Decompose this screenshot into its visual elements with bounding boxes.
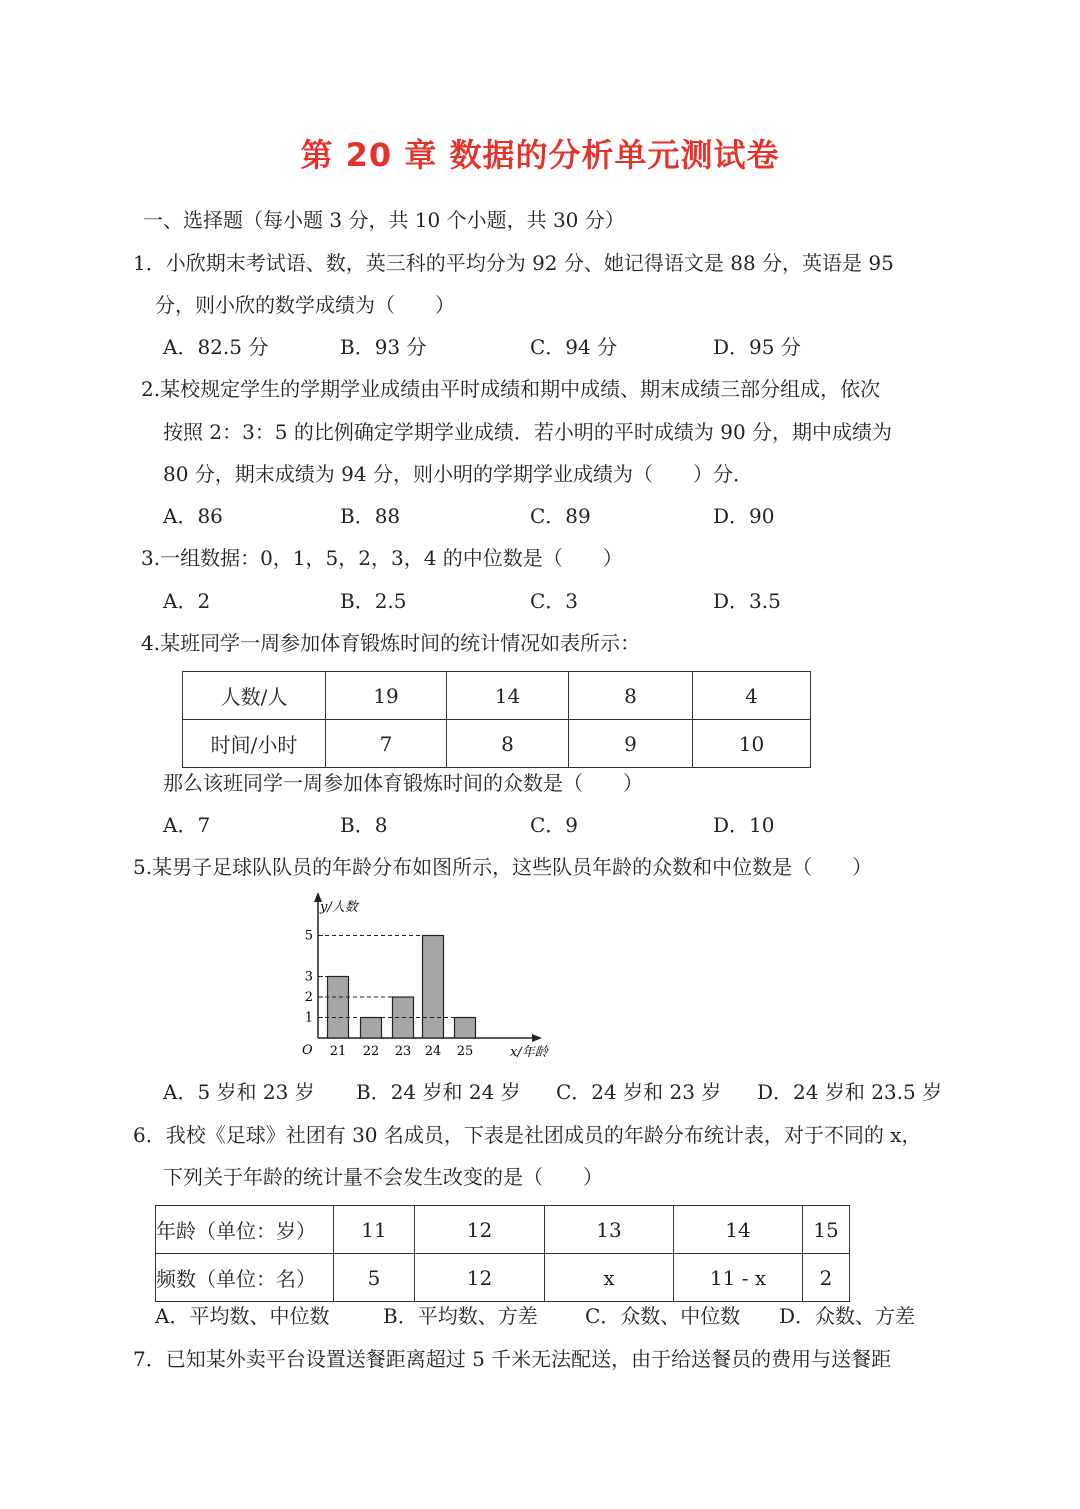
q5-option-a: A．5 岁和 23 岁 xyxy=(163,1080,315,1104)
chart-x-axis-arrow xyxy=(532,1034,542,1042)
chart-y-tick-label: 5 xyxy=(304,928,313,944)
q5-option-c: C．24 岁和 23 岁 xyxy=(556,1080,722,1104)
q1-option-d: D．95 分 xyxy=(713,335,801,359)
chart-x-tick-label: 22 xyxy=(362,1044,380,1059)
q3-option-c: C．3 xyxy=(530,589,579,613)
q6-table xyxy=(155,1205,850,1302)
q3-option-d: D．3.5 xyxy=(713,589,781,613)
q6-table-cell: x xyxy=(545,1254,674,1302)
q3-line1: 3.一组数据：0，1，5，2，3，4 的中位数是（ ） xyxy=(141,546,623,570)
q6-table-cell: 14 xyxy=(674,1206,803,1254)
chart-x-tick-label: 25 xyxy=(456,1044,474,1059)
q4-line1: 4.某班同学一周参加体育锻炼时间的统计情况如表所示： xyxy=(141,631,641,655)
chart-x-axis-label: x/年龄 xyxy=(510,1045,548,1060)
q4-table-cell: 4 xyxy=(693,672,811,720)
q6-line2: 下列关于年龄的统计量不会发生改变的是（ ） xyxy=(163,1165,603,1189)
q2-line3: 80 分，期末成绩为 94 分，则小明的学期学业成绩为（ ）分． xyxy=(163,462,753,486)
chart-y-tick-label: 2 xyxy=(304,990,313,1005)
chart-x-tick-label: 21 xyxy=(329,1044,347,1059)
q6-table-cell: 12 xyxy=(415,1254,545,1302)
chart-bar xyxy=(361,1018,382,1039)
chart-y-tick-label: 3 xyxy=(304,969,313,985)
q4-option-d: D．10 xyxy=(713,813,775,837)
q7-line1: 7．已知某外卖平台设置送餐距离超过 5 千米无法配送，由于给送餐员的费用与送餐距 xyxy=(133,1347,892,1371)
q1-option-b: B．93 分 xyxy=(340,335,427,359)
q6-table-cell: 13 xyxy=(545,1206,674,1254)
chart-bar xyxy=(328,977,349,1039)
chart-y-tick-label: 1 xyxy=(304,1010,313,1026)
chart-bar xyxy=(455,1018,476,1039)
q1-option-c: C．94 分 xyxy=(530,335,618,359)
q6-table-cell: 15 xyxy=(803,1206,850,1254)
q6-option-c: C．众数、中位数 xyxy=(585,1304,741,1328)
q4-table-cell: 10 xyxy=(693,720,811,768)
q5-option-b: B．24 岁和 24 岁 xyxy=(356,1080,521,1104)
q6-table-header: 频数（单位：名） xyxy=(156,1254,334,1302)
q6-table-cell: 11 xyxy=(334,1206,415,1254)
chart-bar xyxy=(423,936,444,1039)
q6-table-cell: 2 xyxy=(803,1254,850,1302)
q5-option-d: D．24 岁和 23.5 岁 xyxy=(757,1080,943,1104)
q4-table-header: 时间/小时 xyxy=(183,720,326,768)
q3-option-a: A．2 xyxy=(163,589,211,613)
page-title: 第 20 章 数据的分析单元测试卷 xyxy=(300,136,780,174)
q6-option-d: D．众数、方差 xyxy=(779,1304,916,1328)
age-bar-chart xyxy=(270,888,570,1068)
q4-table-cell: 9 xyxy=(569,720,693,768)
q1-line1: 1．小欣期末考试语、数，英三科的平均分为 92 分、她记得语文是 88 分，英语是 95 xyxy=(133,251,894,275)
q5-line1: 5.某男子足球队队员的年龄分布如图所示，这些队员年龄的众数和中位数是（ ） xyxy=(133,855,873,879)
q2-option-c: C．89 xyxy=(530,504,591,528)
q4-table-cell: 8 xyxy=(447,720,569,768)
q2-line1: 2.某校规定学生的学期学业成绩由平时成绩和期中成绩、期末成绩三部分组成，依次 xyxy=(141,377,881,401)
q4-table-cell: 7 xyxy=(326,720,447,768)
q4-option-c: C．9 xyxy=(530,813,579,837)
q4-table-cell: 8 xyxy=(569,672,693,720)
q6-table-cell: 12 xyxy=(415,1206,545,1254)
q2-option-b: B．88 xyxy=(340,504,401,528)
q6-line1: 6．我校《足球》社团有 30 名成员，下表是社团成员的年龄分布统计表，对于不同的 x， xyxy=(133,1123,922,1147)
q1-line2: 分，则小欣的数学成绩为（ ） xyxy=(155,293,455,317)
q6-table-header: 年龄（单位：岁） xyxy=(156,1206,334,1254)
q3-option-b: B．2.5 xyxy=(340,589,407,613)
chart-x-tick-label: 24 xyxy=(424,1044,442,1059)
q4-table xyxy=(182,671,811,768)
q4-option-a: A．7 xyxy=(163,813,211,837)
q2-line2: 按照 2：3：5 的比例确定学期学业成绩．若小明的平时成绩为 90 分，期中成绩为 xyxy=(163,420,893,444)
q2-option-a: A．86 xyxy=(163,504,223,528)
q6-option-b: B．平均数、方差 xyxy=(383,1304,538,1328)
q4-option-b: B．8 xyxy=(340,813,388,837)
q4-table-header: 人数/人 xyxy=(183,672,326,720)
q6-option-a: A．平均数、中位数 xyxy=(155,1304,330,1328)
q6-table-cell: 5 xyxy=(334,1254,415,1302)
chart-y-axis-label: y/人数 xyxy=(320,900,358,915)
chart-origin-label: O xyxy=(302,1043,313,1058)
q4-table-cell: 19 xyxy=(326,672,447,720)
section-heading: 一、选择题（每小题 3 分，共 10 个小题，共 30 分） xyxy=(143,208,625,232)
q4-line2: 那么该班同学一周参加体育锻炼时间的众数是（ ） xyxy=(163,771,643,795)
q6-table-cell: 11 - x xyxy=(674,1254,803,1302)
q4-table-cell: 14 xyxy=(447,672,569,720)
q1-option-a: A．82.5 分 xyxy=(163,335,269,359)
chart-x-tick-label: 23 xyxy=(394,1044,412,1059)
q2-option-d: D．90 xyxy=(713,504,775,528)
